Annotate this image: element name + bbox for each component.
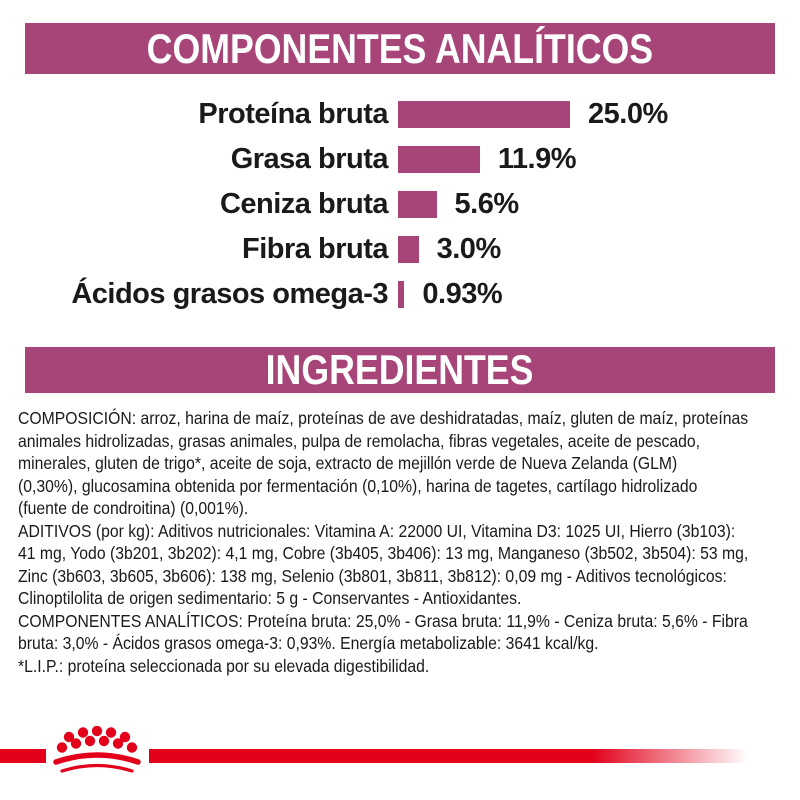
body-text-line-lip-note: *L.I.P.: proteína seleccionada por su elevada digestibilidad. bbox=[18, 655, 430, 676]
chart-category-label: Ceniza bruta bbox=[219, 188, 388, 220]
chart-value-label: 11.9% bbox=[497, 142, 576, 175]
body-text-line-composicion: (fuente de condroitina) (0,001%). bbox=[18, 498, 249, 518]
body-text-line-componentes-analiticos: bruta: 3,0% - Ácidos grasos omega-3: 0,93%. Energía metabolizable: 3641 kcal/kg. bbox=[18, 633, 599, 653]
chart-bar bbox=[398, 101, 570, 128]
chart-category-label: Fibra bruta bbox=[242, 233, 388, 265]
chart-row bbox=[0, 232, 501, 265]
chart-row bbox=[0, 277, 503, 310]
footer-rule-left bbox=[0, 749, 46, 763]
body-text-line-aditivos: ADITIVOS (por kg): Aditivos nutricionales: Vitamina A: 22000 UI, Vitamina D3: 1025 UI, Hierro (3b103): bbox=[18, 520, 736, 541]
ingredients-title: INGREDIENTES bbox=[266, 346, 534, 393]
body-text-line-composicion: animales hidrolizadas, grasas animales, pulpa de remolacha, fibras vegetales, aceite de pescado, bbox=[18, 430, 701, 451]
body-text-line-componentes-analiticos: COMPONENTES ANALÍTICOS: Proteína bruta: 25,0% - Grasa bruta: 11,9% - Ceniza bruta: 5,6% - Fibra bbox=[18, 610, 748, 631]
body-text-line-composicion: COMPOSICIÓN: arroz, harina de maíz, proteínas de ave deshidratadas, maíz, gluten de maíz, proteínas bbox=[18, 408, 749, 428]
chart-bar bbox=[398, 236, 419, 263]
body-text-line-aditivos: Clinoptilolita de origen sedimentario: 5 g - Conservantes - Antioxidantes. bbox=[18, 588, 522, 608]
chart-value-label: 0.93% bbox=[422, 277, 503, 310]
chart-value-label: 25.0% bbox=[588, 97, 668, 130]
chart-bar bbox=[398, 191, 437, 218]
analytical-components-title: COMPONENTES ANALÍTICOS bbox=[146, 24, 654, 72]
ingredients-banner bbox=[25, 347, 775, 393]
ingredients-text-block bbox=[18, 407, 783, 677]
chart-bar bbox=[398, 281, 404, 308]
chart-value-label: 3.0% bbox=[436, 232, 501, 265]
chart-bar bbox=[398, 146, 480, 173]
chart-value-label: 5.6% bbox=[454, 187, 519, 220]
body-text-line-composicion: (0,30%), glucosamina obtenida por fermentación (0,10%), harina de tagetes, cartílago hidrolizado bbox=[18, 475, 698, 496]
footer-rule-right bbox=[149, 749, 800, 763]
chart-category-label: Proteína bruta bbox=[198, 98, 388, 130]
body-text-line-composicion: minerales, gluten de trigo*, aceite de soja, extracto de mejillón verde de Nueva Zelanda (GLM) bbox=[18, 453, 678, 473]
body-text-line-aditivos: 41 mg, Yodo (3b201, 3b202): 4,1 mg, Cobre (3b405, 3b406): 13 mg, Manganeso (3b502, 3b504): 53 mg, bbox=[18, 543, 749, 563]
chart-row bbox=[0, 142, 576, 175]
chart-row bbox=[0, 97, 668, 130]
body-text-line-aditivos: Zinc (3b603, 3b605, 3b606): 138 mg, Selenio (3b801, 3b811, 3b812): 0,09 mg - Aditivos tecnológicos: bbox=[18, 565, 727, 586]
chart-row bbox=[0, 187, 519, 220]
analytical-components-banner bbox=[25, 23, 775, 74]
chart-category-label: Ácidos grasos omega-3 bbox=[71, 278, 388, 310]
chart-category-label: Grasa bruta bbox=[230, 143, 388, 175]
royal-canin-crown-icon bbox=[47, 726, 147, 778]
